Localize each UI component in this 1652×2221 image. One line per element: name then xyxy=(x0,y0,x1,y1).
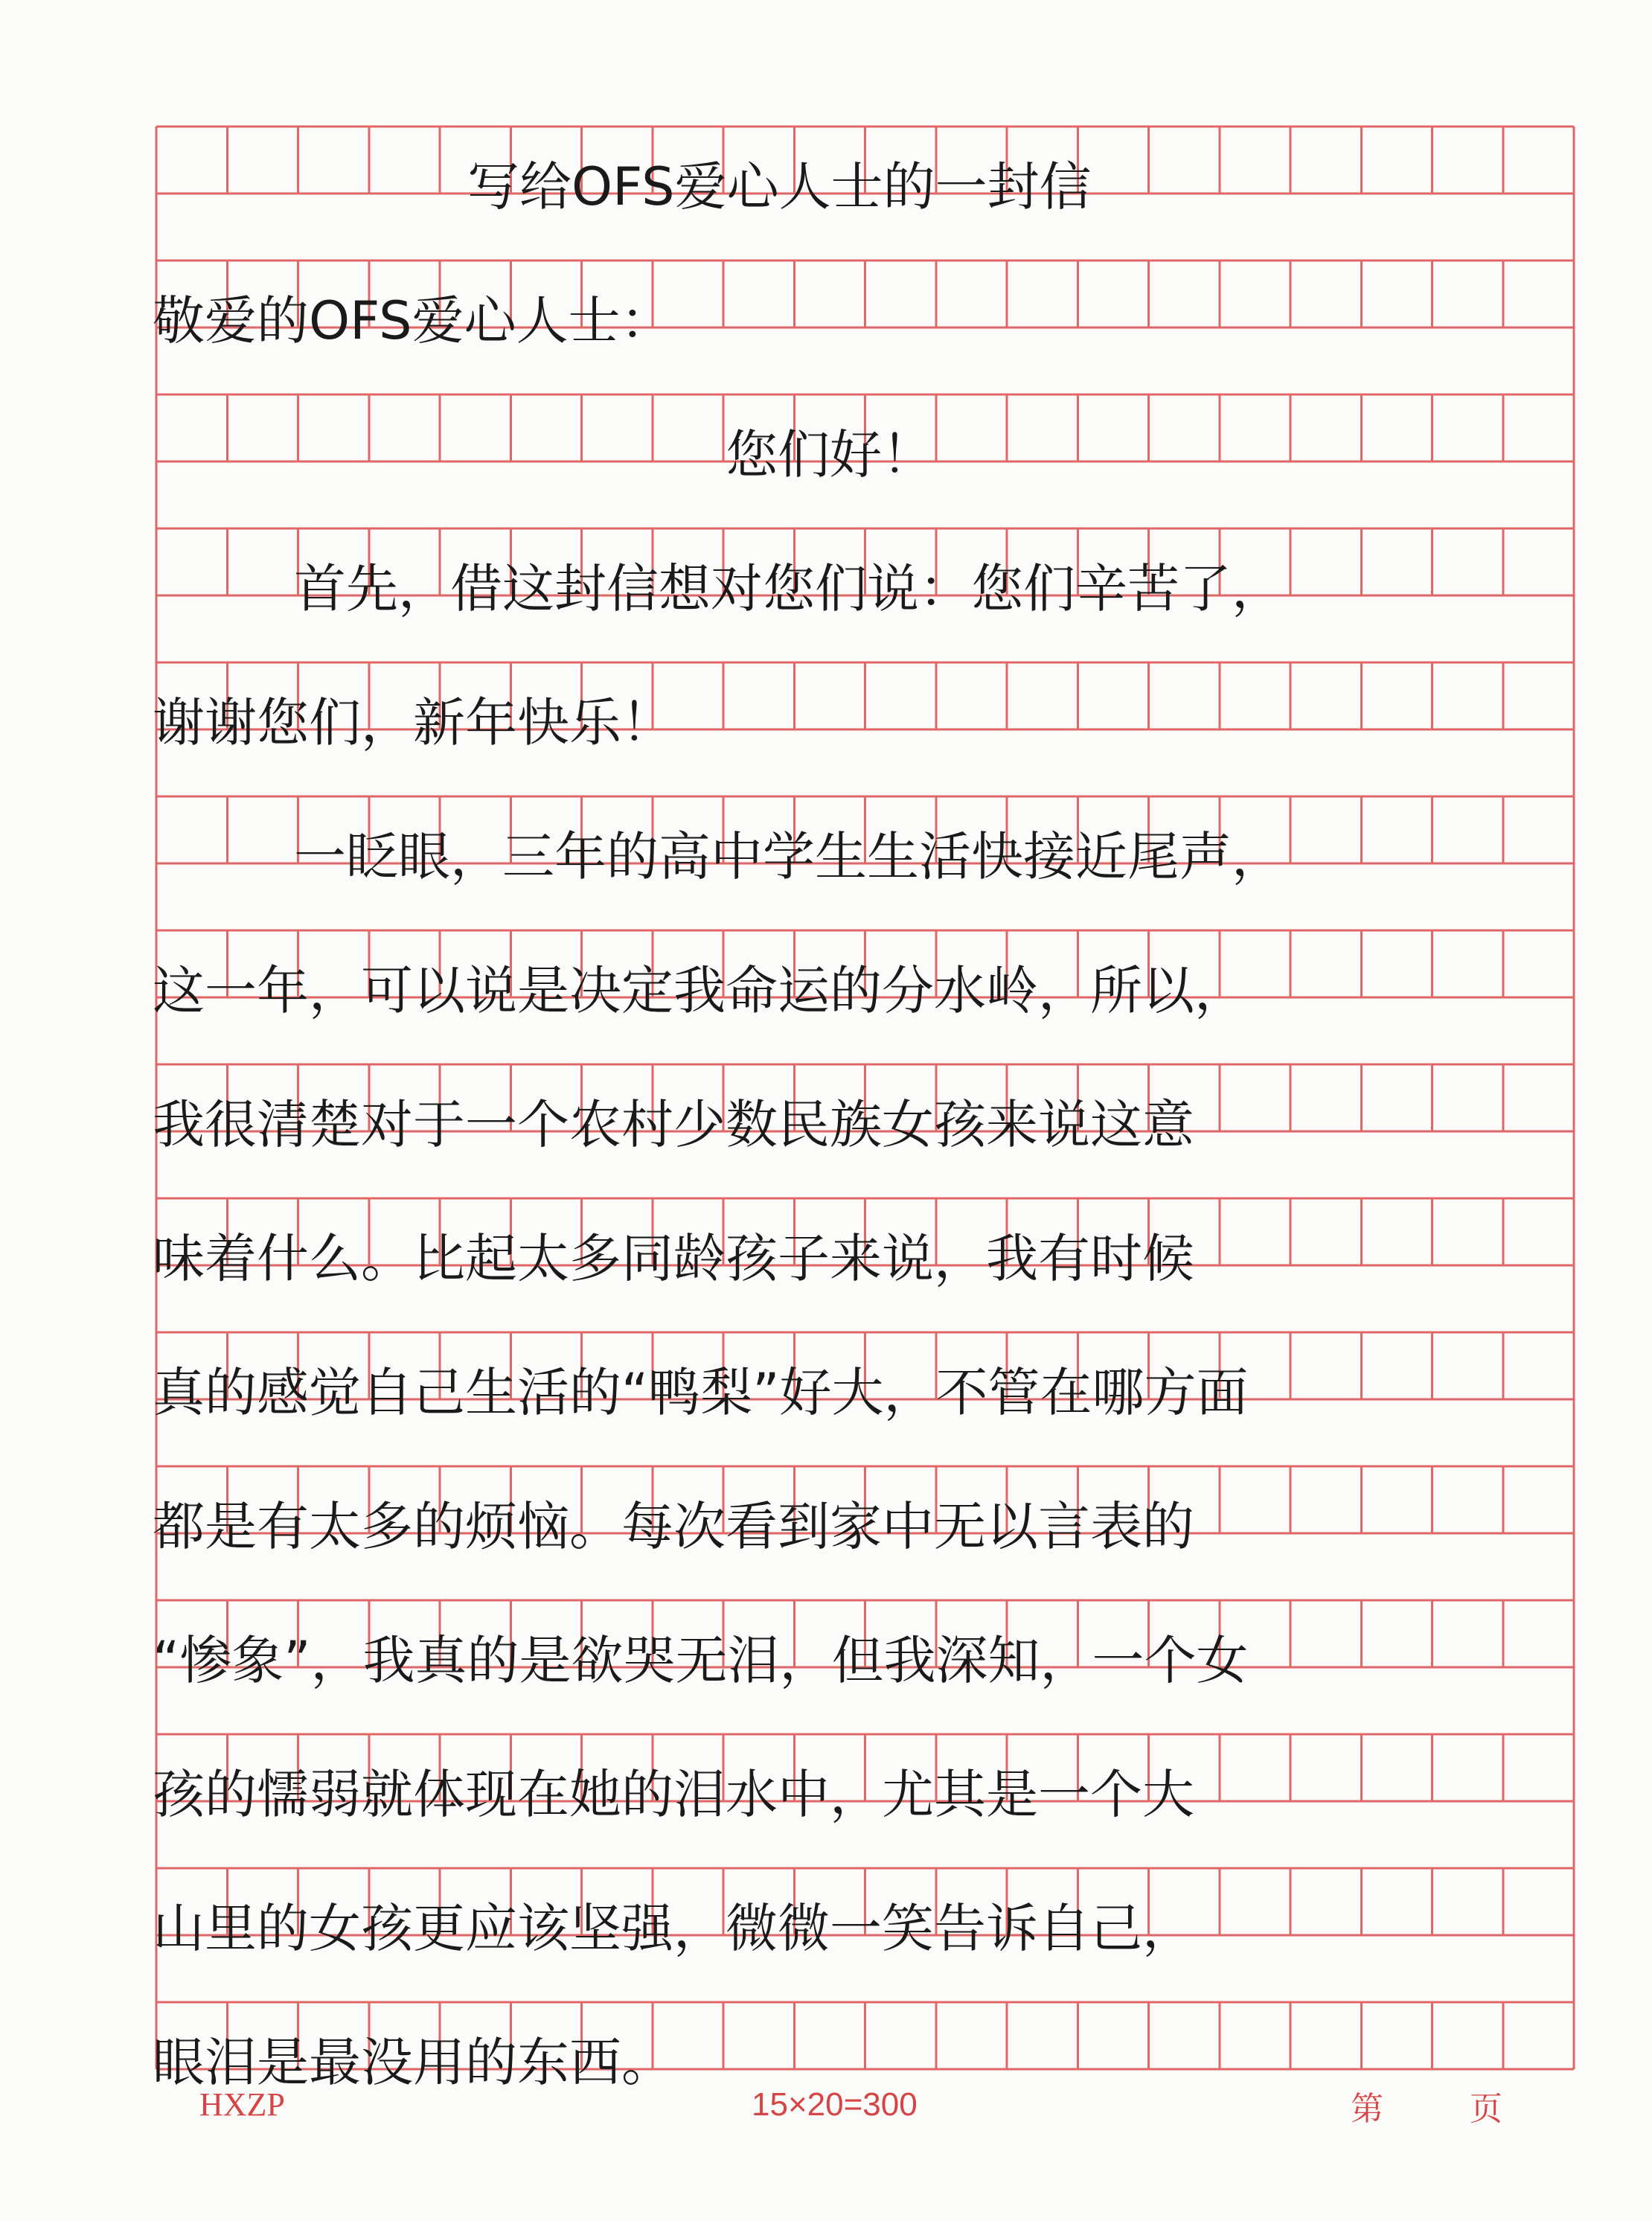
letter-title: 写给OFS爱心人士的一封信 xyxy=(467,156,1092,217)
letter-salutation: 敬爱的OFS爱心人士： xyxy=(153,290,673,351)
letter-line: 我很清楚对于一个农村少数民族女孩来说这意 xyxy=(153,1094,1194,1155)
page-label-suffix: 页 xyxy=(1470,2091,1502,2127)
page-label-prefix: 第 xyxy=(1351,2091,1383,2127)
letter-line: 都是有太多的烦恼。每次看到家中无以言表的 xyxy=(153,1496,1194,1557)
letter-greeting: 您们好！ xyxy=(726,424,934,485)
letter-line: 味着什么。比起太多同龄孩子来说，我有时候 xyxy=(153,1228,1194,1289)
letter-line: 山里的女孩更应该坚强，微微一笑告诉自己， xyxy=(153,1898,1194,1959)
letter-line: 谢谢您们，新年快乐！ xyxy=(153,692,673,753)
brand-label: HXZP xyxy=(199,2086,285,2123)
letter-text xyxy=(153,156,1284,2093)
letter-line: 这一年，可以说是决定我命运的分水岭，所以， xyxy=(153,960,1246,1021)
grid-spec-label: 15×20=300 xyxy=(752,2086,918,2123)
letter-line: 孩的懦弱就体现在她的泪水中，尤其是一个大 xyxy=(153,1764,1194,1825)
letter-line: “惨象”，我真的是欲哭无泪，但我深知，一个女 xyxy=(153,1630,1249,1691)
letter-line: 一眨眼，三年的高中学生生活快接近尾声， xyxy=(294,826,1284,887)
letter-line: 真的感觉自己生活的“鸭梨”好大，不管在哪方面 xyxy=(153,1362,1249,1423)
letter-line: 首先，借这封信想对您们说：您们辛苦了， xyxy=(294,558,1284,619)
letter-line: 眼泪是最没用的东西。 xyxy=(153,2032,673,2093)
